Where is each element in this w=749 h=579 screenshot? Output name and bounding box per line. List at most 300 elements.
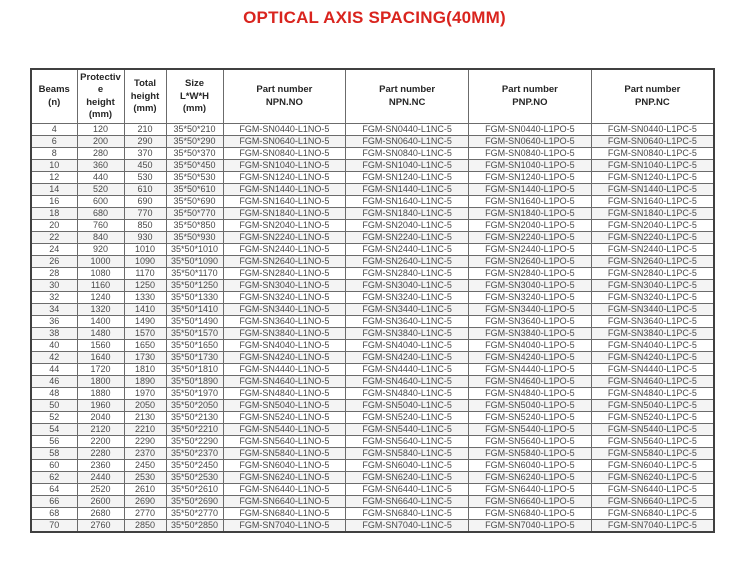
table-row: [31, 316, 714, 328]
cell-protective: 200: [77, 136, 124, 148]
cell-size: 35*50*2370: [166, 448, 223, 460]
cell-size: 35*50*370: [166, 148, 223, 160]
column-header-part-npn-no: Part number NPN.NO: [223, 69, 346, 124]
cell-part-npn-no: FGM-SN6440-L1NO-5: [223, 484, 346, 496]
cell-size: 35*50*1970: [166, 388, 223, 400]
cell-part-npn-nc: FGM-SN0640-L1NC-5: [346, 136, 469, 148]
cell-part-pnp-nc: FGM-SN2840-L1PC-5: [591, 268, 714, 280]
cell-part-pnp-nc: FGM-SN5640-L1PC-5: [591, 436, 714, 448]
cell-size: 35*50*1570: [166, 328, 223, 340]
cell-part-npn-no: FGM-SN1640-L1NO-5: [223, 196, 346, 208]
cell-part-npn-no: FGM-SN3840-L1NO-5: [223, 328, 346, 340]
cell-part-pnp-no: FGM-SN1240-L1PO-5: [469, 172, 592, 184]
cell-part-npn-nc: FGM-SN2640-L1NC-5: [346, 256, 469, 268]
cell-part-pnp-nc: FGM-SN4840-L1PC-5: [591, 388, 714, 400]
table-row: [31, 448, 714, 460]
cell-part-npn-no: FGM-SN5840-L1NO-5: [223, 448, 346, 460]
table-row: [31, 256, 714, 268]
cell-size: 35*50*450: [166, 160, 223, 172]
cell-beams: 38: [31, 328, 77, 340]
cell-part-npn-nc: FGM-SN4240-L1NC-5: [346, 352, 469, 364]
cell-part-pnp-no: FGM-SN1640-L1PO-5: [469, 196, 592, 208]
cell-total: 2450: [124, 460, 166, 472]
table-row: [31, 280, 714, 292]
cell-total: 930: [124, 232, 166, 244]
cell-beams: 8: [31, 148, 77, 160]
header-row: [31, 69, 714, 124]
cell-beams: 36: [31, 316, 77, 328]
table-row: [31, 508, 714, 520]
cell-part-npn-nc: FGM-SN4840-L1NC-5: [346, 388, 469, 400]
cell-total: 1170: [124, 268, 166, 280]
cell-part-npn-nc: FGM-SN5640-L1NC-5: [346, 436, 469, 448]
cell-beams: 34: [31, 304, 77, 316]
cell-part-npn-nc: FGM-SN6440-L1NC-5: [346, 484, 469, 496]
cell-part-npn-no: FGM-SN2440-L1NO-5: [223, 244, 346, 256]
table-row: [31, 184, 714, 196]
cell-beams: 54: [31, 424, 77, 436]
cell-total: 1010: [124, 244, 166, 256]
cell-part-pnp-nc: FGM-SN2240-L1PC-5: [591, 232, 714, 244]
cell-part-npn-nc: FGM-SN3040-L1NC-5: [346, 280, 469, 292]
cell-size: 35*50*2130: [166, 412, 223, 424]
cell-part-npn-no: FGM-SN6240-L1NO-5: [223, 472, 346, 484]
cell-total: 1970: [124, 388, 166, 400]
cell-part-npn-no: FGM-SN2240-L1NO-5: [223, 232, 346, 244]
cell-protective: 2120: [77, 424, 124, 436]
cell-part-pnp-nc: FGM-SN0640-L1PC-5: [591, 136, 714, 148]
cell-part-npn-no: FGM-SN4840-L1NO-5: [223, 388, 346, 400]
cell-size: 35*50*1170: [166, 268, 223, 280]
cell-total: 450: [124, 160, 166, 172]
table-row: [31, 412, 714, 424]
table-row: [31, 244, 714, 256]
cell-total: 2290: [124, 436, 166, 448]
cell-size: 35*50*2530: [166, 472, 223, 484]
cell-size: 35*50*210: [166, 124, 223, 136]
table-row: [31, 388, 714, 400]
cell-part-npn-no: FGM-SN3040-L1NO-5: [223, 280, 346, 292]
table-row: [31, 232, 714, 244]
table-row: [31, 196, 714, 208]
cell-part-pnp-nc: FGM-SN3440-L1PC-5: [591, 304, 714, 316]
cell-size: 35*50*290: [166, 136, 223, 148]
cell-part-npn-nc: FGM-SN4040-L1NC-5: [346, 340, 469, 352]
cell-part-pnp-nc: FGM-SN0440-L1PC-5: [591, 124, 714, 136]
table-row: [31, 136, 714, 148]
cell-part-pnp-no: FGM-SN5240-L1PO-5: [469, 412, 592, 424]
cell-beams: 64: [31, 484, 77, 496]
cell-part-npn-no: FGM-SN5440-L1NO-5: [223, 424, 346, 436]
cell-total: 2770: [124, 508, 166, 520]
cell-part-pnp-no: FGM-SN3840-L1PO-5: [469, 328, 592, 340]
cell-total: 1490: [124, 316, 166, 328]
cell-part-npn-nc: FGM-SN1440-L1NC-5: [346, 184, 469, 196]
cell-part-pnp-nc: FGM-SN1440-L1PC-5: [591, 184, 714, 196]
cell-total: 2050: [124, 400, 166, 412]
page-title: OPTICAL AXIS SPACING(40MM): [243, 8, 506, 27]
cell-size: 35*50*1330: [166, 292, 223, 304]
cell-part-npn-no: FGM-SN6640-L1NO-5: [223, 496, 346, 508]
cell-size: 35*50*1650: [166, 340, 223, 352]
cell-beams: 48: [31, 388, 77, 400]
cell-total: 1890: [124, 376, 166, 388]
cell-part-pnp-nc: FGM-SN1840-L1PC-5: [591, 208, 714, 220]
cell-part-pnp-no: FGM-SN4240-L1PO-5: [469, 352, 592, 364]
cell-part-pnp-no: FGM-SN1440-L1PO-5: [469, 184, 592, 196]
cell-part-pnp-nc: FGM-SN6040-L1PC-5: [591, 460, 714, 472]
cell-beams: 52: [31, 412, 77, 424]
cell-size: 35*50*770: [166, 208, 223, 220]
cell-protective: 1800: [77, 376, 124, 388]
cell-beams: 32: [31, 292, 77, 304]
cell-part-npn-no: FGM-SN3240-L1NO-5: [223, 292, 346, 304]
cell-part-npn-no: FGM-SN4240-L1NO-5: [223, 352, 346, 364]
cell-part-pnp-nc: FGM-SN4440-L1PC-5: [591, 364, 714, 376]
cell-part-npn-no: FGM-SN5240-L1NO-5: [223, 412, 346, 424]
cell-part-pnp-no: FGM-SN3040-L1PO-5: [469, 280, 592, 292]
table-row: [31, 460, 714, 472]
cell-beams: 22: [31, 232, 77, 244]
cell-protective: 1320: [77, 304, 124, 316]
cell-beams: 24: [31, 244, 77, 256]
cell-part-npn-no: FGM-SN0840-L1NO-5: [223, 148, 346, 160]
cell-part-pnp-nc: FGM-SN1040-L1PC-5: [591, 160, 714, 172]
cell-part-pnp-nc: FGM-SN3840-L1PC-5: [591, 328, 714, 340]
table-row: [31, 436, 714, 448]
table-row: [31, 352, 714, 364]
cell-protective: 2520: [77, 484, 124, 496]
cell-part-pnp-no: FGM-SN6440-L1PO-5: [469, 484, 592, 496]
cell-total: 2690: [124, 496, 166, 508]
cell-part-npn-nc: FGM-SN3640-L1NC-5: [346, 316, 469, 328]
cell-part-npn-nc: FGM-SN0840-L1NC-5: [346, 148, 469, 160]
table-row: [31, 376, 714, 388]
cell-part-npn-no: FGM-SN6040-L1NO-5: [223, 460, 346, 472]
optical-axis-spacing-table: [30, 68, 715, 533]
cell-total: 1410: [124, 304, 166, 316]
table-row: [31, 400, 714, 412]
cell-part-npn-no: FGM-SN3440-L1NO-5: [223, 304, 346, 316]
cell-total: 370: [124, 148, 166, 160]
cell-part-pnp-no: FGM-SN4840-L1PO-5: [469, 388, 592, 400]
table-row: [31, 340, 714, 352]
cell-total: 2530: [124, 472, 166, 484]
table-row: [31, 268, 714, 280]
cell-part-pnp-no: FGM-SN6840-L1PO-5: [469, 508, 592, 520]
cell-protective: 2680: [77, 508, 124, 520]
cell-total: 770: [124, 208, 166, 220]
cell-part-npn-nc: FGM-SN1840-L1NC-5: [346, 208, 469, 220]
table-row: [31, 160, 714, 172]
cell-part-npn-no: FGM-SN7040-L1NO-5: [223, 520, 346, 533]
cell-beams: 26: [31, 256, 77, 268]
cell-part-npn-no: FGM-SN2640-L1NO-5: [223, 256, 346, 268]
cell-part-npn-no: FGM-SN5040-L1NO-5: [223, 400, 346, 412]
cell-protective: 2040: [77, 412, 124, 424]
cell-size: 35*50*850: [166, 220, 223, 232]
cell-protective: 2440: [77, 472, 124, 484]
cell-protective: 520: [77, 184, 124, 196]
cell-part-npn-nc: FGM-SN7040-L1NC-5: [346, 520, 469, 533]
cell-size: 35*50*1090: [166, 256, 223, 268]
cell-protective: 2360: [77, 460, 124, 472]
cell-part-npn-no: FGM-SN2840-L1NO-5: [223, 268, 346, 280]
cell-total: 2610: [124, 484, 166, 496]
cell-part-pnp-no: FGM-SN4640-L1PO-5: [469, 376, 592, 388]
table-row: [31, 208, 714, 220]
cell-part-npn-no: FGM-SN1440-L1NO-5: [223, 184, 346, 196]
cell-size: 35*50*2450: [166, 460, 223, 472]
cell-part-npn-no: FGM-SN5640-L1NO-5: [223, 436, 346, 448]
cell-part-pnp-no: FGM-SN6240-L1PO-5: [469, 472, 592, 484]
cell-protective: 840: [77, 232, 124, 244]
cell-part-pnp-no: FGM-SN4040-L1PO-5: [469, 340, 592, 352]
cell-total: 2370: [124, 448, 166, 460]
cell-total: 2130: [124, 412, 166, 424]
cell-protective: 1400: [77, 316, 124, 328]
cell-size: 35*50*610: [166, 184, 223, 196]
cell-part-pnp-nc: FGM-SN1240-L1PC-5: [591, 172, 714, 184]
cell-size: 35*50*530: [166, 172, 223, 184]
cell-part-pnp-no: FGM-SN6640-L1PO-5: [469, 496, 592, 508]
cell-total: 1810: [124, 364, 166, 376]
cell-part-npn-nc: FGM-SN4640-L1NC-5: [346, 376, 469, 388]
cell-beams: 30: [31, 280, 77, 292]
cell-protective: 1480: [77, 328, 124, 340]
cell-part-pnp-nc: FGM-SN5840-L1PC-5: [591, 448, 714, 460]
cell-total: 2210: [124, 424, 166, 436]
cell-beams: 28: [31, 268, 77, 280]
cell-part-pnp-nc: FGM-SN0840-L1PC-5: [591, 148, 714, 160]
cell-part-npn-nc: FGM-SN6040-L1NC-5: [346, 460, 469, 472]
cell-part-pnp-no: FGM-SN3640-L1PO-5: [469, 316, 592, 328]
cell-total: 2850: [124, 520, 166, 533]
cell-total: 1250: [124, 280, 166, 292]
cell-total: 210: [124, 124, 166, 136]
cell-part-pnp-no: FGM-SN2440-L1PO-5: [469, 244, 592, 256]
cell-part-pnp-nc: FGM-SN4640-L1PC-5: [591, 376, 714, 388]
cell-size: 35*50*1890: [166, 376, 223, 388]
cell-beams: 66: [31, 496, 77, 508]
cell-part-npn-nc: FGM-SN3840-L1NC-5: [346, 328, 469, 340]
cell-protective: 680: [77, 208, 124, 220]
table-row: [31, 124, 714, 136]
cell-part-pnp-nc: FGM-SN2640-L1PC-5: [591, 256, 714, 268]
cell-size: 35*50*2690: [166, 496, 223, 508]
cell-part-npn-no: FGM-SN4040-L1NO-5: [223, 340, 346, 352]
cell-total: 530: [124, 172, 166, 184]
cell-protective: 1560: [77, 340, 124, 352]
cell-part-npn-nc: FGM-SN3240-L1NC-5: [346, 292, 469, 304]
cell-protective: 1240: [77, 292, 124, 304]
cell-size: 35*50*690: [166, 196, 223, 208]
cell-size: 35*50*1410: [166, 304, 223, 316]
cell-part-pnp-no: FGM-SN5040-L1PO-5: [469, 400, 592, 412]
cell-protective: 1080: [77, 268, 124, 280]
cell-protective: 1000: [77, 256, 124, 268]
column-header-part-npn-nc: Part number NPN.NC: [346, 69, 469, 124]
cell-part-pnp-nc: FGM-SN6640-L1PC-5: [591, 496, 714, 508]
cell-part-pnp-no: FGM-SN4440-L1PO-5: [469, 364, 592, 376]
cell-protective: 2600: [77, 496, 124, 508]
cell-part-npn-nc: FGM-SN3440-L1NC-5: [346, 304, 469, 316]
cell-part-pnp-nc: FGM-SN3240-L1PC-5: [591, 292, 714, 304]
column-header-size: Size L*W*H (mm): [166, 69, 223, 124]
cell-beams: 70: [31, 520, 77, 533]
cell-part-npn-nc: FGM-SN2240-L1NC-5: [346, 232, 469, 244]
cell-beams: 68: [31, 508, 77, 520]
cell-part-npn-no: FGM-SN4440-L1NO-5: [223, 364, 346, 376]
cell-part-pnp-nc: FGM-SN2440-L1PC-5: [591, 244, 714, 256]
cell-part-pnp-no: FGM-SN3440-L1PO-5: [469, 304, 592, 316]
cell-part-npn-nc: FGM-SN6840-L1NC-5: [346, 508, 469, 520]
cell-total: 290: [124, 136, 166, 148]
cell-part-npn-no: FGM-SN2040-L1NO-5: [223, 220, 346, 232]
cell-beams: 60: [31, 460, 77, 472]
cell-part-pnp-nc: FGM-SN5240-L1PC-5: [591, 412, 714, 424]
cell-size: 35*50*1010: [166, 244, 223, 256]
column-header-beams: Beams (n): [31, 69, 77, 124]
cell-part-npn-nc: FGM-SN4440-L1NC-5: [346, 364, 469, 376]
table-header: [31, 69, 714, 124]
cell-size: 35*50*1810: [166, 364, 223, 376]
cell-part-npn-nc: FGM-SN0440-L1NC-5: [346, 124, 469, 136]
cell-part-npn-nc: FGM-SN2440-L1NC-5: [346, 244, 469, 256]
cell-size: 35*50*2210: [166, 424, 223, 436]
cell-total: 1330: [124, 292, 166, 304]
cell-protective: 1640: [77, 352, 124, 364]
table-row: [31, 484, 714, 496]
cell-part-npn-nc: FGM-SN1040-L1NC-5: [346, 160, 469, 172]
cell-part-pnp-nc: FGM-SN3640-L1PC-5: [591, 316, 714, 328]
cell-part-npn-nc: FGM-SN1640-L1NC-5: [346, 196, 469, 208]
cell-part-pnp-nc: FGM-SN6240-L1PC-5: [591, 472, 714, 484]
table-row: [31, 496, 714, 508]
cell-part-npn-no: FGM-SN1240-L1NO-5: [223, 172, 346, 184]
cell-part-npn-no: FGM-SN1040-L1NO-5: [223, 160, 346, 172]
cell-part-pnp-no: FGM-SN0840-L1PO-5: [469, 148, 592, 160]
cell-part-npn-nc: FGM-SN2040-L1NC-5: [346, 220, 469, 232]
cell-part-pnp-nc: FGM-SN1640-L1PC-5: [591, 196, 714, 208]
cell-beams: 16: [31, 196, 77, 208]
cell-beams: 46: [31, 376, 77, 388]
cell-protective: 120: [77, 124, 124, 136]
cell-part-pnp-no: FGM-SN1040-L1PO-5: [469, 160, 592, 172]
cell-part-pnp-nc: FGM-SN4240-L1PC-5: [591, 352, 714, 364]
cell-part-pnp-no: FGM-SN5840-L1PO-5: [469, 448, 592, 460]
cell-total: 1090: [124, 256, 166, 268]
cell-total: 1650: [124, 340, 166, 352]
table-row: [31, 328, 714, 340]
cell-protective: 280: [77, 148, 124, 160]
table-row: [31, 424, 714, 436]
cell-size: 35*50*2770: [166, 508, 223, 520]
cell-part-pnp-nc: FGM-SN5440-L1PC-5: [591, 424, 714, 436]
table-row: [31, 520, 714, 533]
cell-size: 35*50*1730: [166, 352, 223, 364]
cell-beams: 20: [31, 220, 77, 232]
cell-size: 35*50*2050: [166, 400, 223, 412]
cell-protective: 1720: [77, 364, 124, 376]
cell-protective: 1160: [77, 280, 124, 292]
table-row: [31, 364, 714, 376]
cell-part-npn-no: FGM-SN6840-L1NO-5: [223, 508, 346, 520]
cell-beams: 12: [31, 172, 77, 184]
cell-part-npn-no: FGM-SN1840-L1NO-5: [223, 208, 346, 220]
cell-part-pnp-no: FGM-SN0640-L1PO-5: [469, 136, 592, 148]
column-header-part-pnp-no: Part number PNP.NO: [469, 69, 592, 124]
cell-part-npn-nc: FGM-SN5040-L1NC-5: [346, 400, 469, 412]
cell-beams: 44: [31, 364, 77, 376]
cell-total: 1730: [124, 352, 166, 364]
cell-part-pnp-nc: FGM-SN6840-L1PC-5: [591, 508, 714, 520]
cell-beams: 42: [31, 352, 77, 364]
cell-part-pnp-no: FGM-SN6040-L1PO-5: [469, 460, 592, 472]
cell-part-npn-no: FGM-SN4640-L1NO-5: [223, 376, 346, 388]
table-row: [31, 172, 714, 184]
cell-part-npn-no: FGM-SN0440-L1NO-5: [223, 124, 346, 136]
cell-part-pnp-no: FGM-SN0440-L1PO-5: [469, 124, 592, 136]
cell-beams: 40: [31, 340, 77, 352]
cell-part-npn-nc: FGM-SN5240-L1NC-5: [346, 412, 469, 424]
cell-part-pnp-no: FGM-SN2040-L1PO-5: [469, 220, 592, 232]
cell-part-npn-nc: FGM-SN2840-L1NC-5: [346, 268, 469, 280]
cell-beams: 6: [31, 136, 77, 148]
cell-part-pnp-no: FGM-SN2840-L1PO-5: [469, 268, 592, 280]
cell-size: 35*50*2290: [166, 436, 223, 448]
table-row: [31, 304, 714, 316]
cell-part-npn-nc: FGM-SN6240-L1NC-5: [346, 472, 469, 484]
cell-total: 1570: [124, 328, 166, 340]
table-body: [31, 124, 714, 533]
cell-protective: 360: [77, 160, 124, 172]
cell-protective: 440: [77, 172, 124, 184]
cell-part-npn-nc: FGM-SN6640-L1NC-5: [346, 496, 469, 508]
cell-part-npn-nc: FGM-SN1240-L1NC-5: [346, 172, 469, 184]
cell-part-pnp-nc: FGM-SN3040-L1PC-5: [591, 280, 714, 292]
cell-beams: 58: [31, 448, 77, 460]
table-row: [31, 292, 714, 304]
cell-size: 35*50*930: [166, 232, 223, 244]
cell-part-pnp-no: FGM-SN2640-L1PO-5: [469, 256, 592, 268]
cell-beams: 10: [31, 160, 77, 172]
table-row: [31, 472, 714, 484]
cell-part-pnp-no: FGM-SN1840-L1PO-5: [469, 208, 592, 220]
cell-part-pnp-no: FGM-SN2240-L1PO-5: [469, 232, 592, 244]
cell-protective: 760: [77, 220, 124, 232]
cell-size: 35*50*2850: [166, 520, 223, 533]
cell-protective: 920: [77, 244, 124, 256]
cell-size: 35*50*1250: [166, 280, 223, 292]
cell-part-npn-nc: FGM-SN5440-L1NC-5: [346, 424, 469, 436]
cell-part-pnp-nc: FGM-SN4040-L1PC-5: [591, 340, 714, 352]
cell-part-pnp-no: FGM-SN5640-L1PO-5: [469, 436, 592, 448]
cell-protective: 600: [77, 196, 124, 208]
column-header-total: Total height (mm): [124, 69, 166, 124]
column-header-protective: Protective height (mm): [77, 69, 124, 124]
cell-beams: 4: [31, 124, 77, 136]
cell-total: 690: [124, 196, 166, 208]
table-row: [31, 148, 714, 160]
cell-protective: 1880: [77, 388, 124, 400]
cell-protective: 2280: [77, 448, 124, 460]
cell-total: 850: [124, 220, 166, 232]
cell-beams: 56: [31, 436, 77, 448]
cell-protective: 2200: [77, 436, 124, 448]
cell-beams: 50: [31, 400, 77, 412]
cell-part-pnp-nc: FGM-SN6440-L1PC-5: [591, 484, 714, 496]
